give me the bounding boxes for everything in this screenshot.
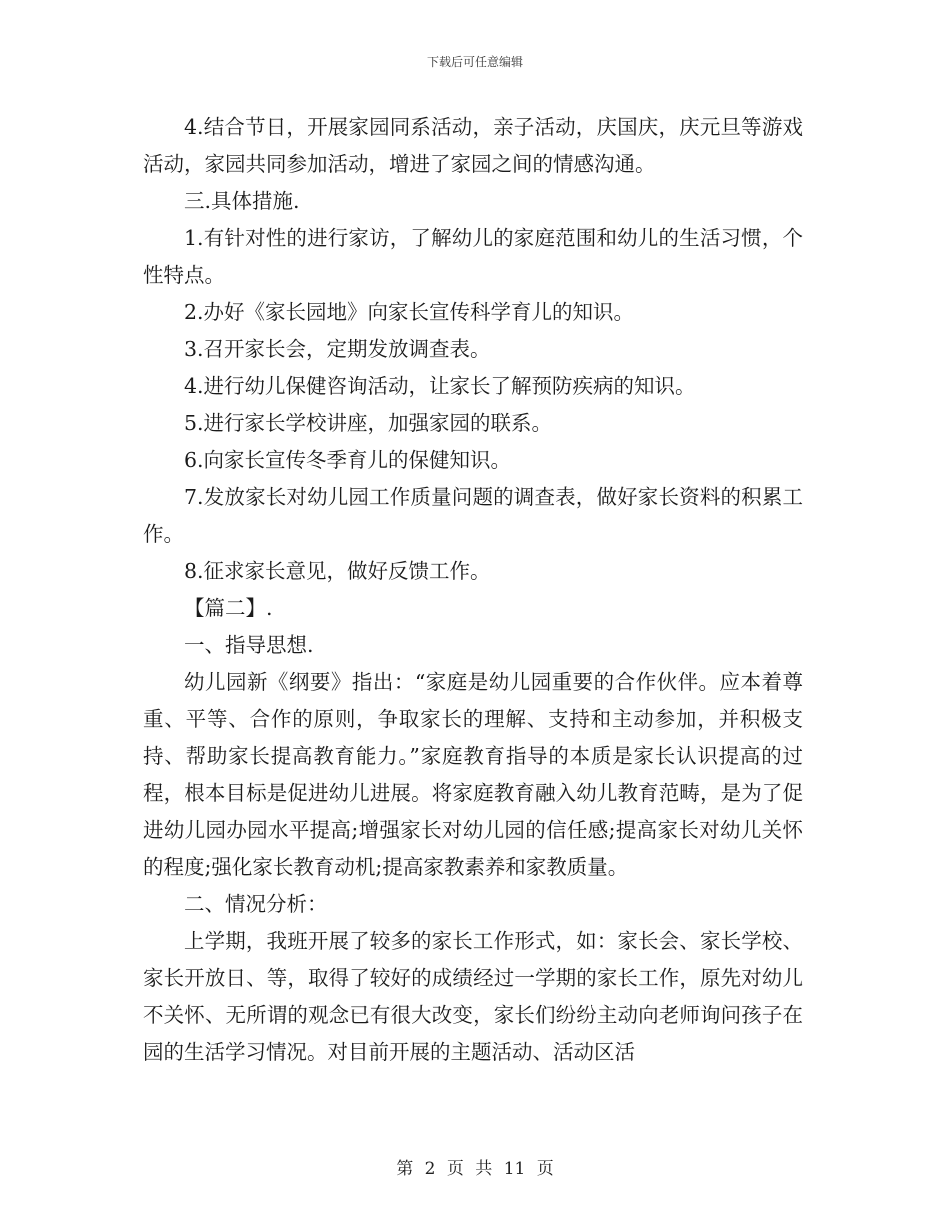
document-body bbox=[143, 109, 803, 1071]
paragraph-measure-5: 5.进行家长学校讲座，加强家园的联系。 bbox=[184, 411, 553, 435]
section-heading-3: 三.具体措施. bbox=[184, 189, 300, 213]
part-two-heading: 【篇二】. bbox=[184, 596, 273, 620]
paragraph-measure-2: 2.办好《家长园地》向家长宣传科学育儿的知识。 bbox=[184, 300, 635, 324]
paragraph-guiding-thought: 幼儿园新《纲要》指出：“家庭是幼儿园重要的合作伙伴。应本着尊重、平等、合作的原则，争取家长的理解、支持和主动参加，并积极支持、帮助家长提高教育能力。”家庭教育指导的本质是家长认识提高的过程，根本目标是促进幼儿进展。将家庭教育融入幼儿教育范畴，是为了促进幼儿园办园水平提高;增强家长对幼儿园的信任感;提高家长对幼儿关怀的程度;强化家长教育动机;提高家教素养和家教质量。 bbox=[143, 670, 803, 879]
section-heading-guiding-thought: 一、指导思想. bbox=[184, 633, 314, 657]
page-header: 下载后可任意编辑 bbox=[426, 55, 523, 69]
paragraph-situation: 上学期，我班开展了较多的家长工作形式，如：家长会、家长学校、家长开放日、等，取得了较好的成绩经过一学期的家长工作，原先对幼儿不关怀、无所谓的观念已有很大改变，家长们纷纷主动向老师询问孩子在园的生活学习情况。对目前开展的主题活动、活动区活 bbox=[143, 929, 803, 1064]
page-footer: 第 2 页 共 11 页 bbox=[396, 1159, 554, 1179]
paragraph-measure-6: 6.向家长宣传冬季育儿的保健知识。 bbox=[184, 448, 512, 472]
paragraph-1: 4.结合节日，开展家园同系活动，亲子活动，庆国庆，庆元旦等游戏活动，家园共同参加活动，增进了家园之间的情感沟通。 bbox=[143, 115, 803, 176]
paragraph-measure-1: 1.有针对性的进行家访，了解幼儿的家庭范围和幼儿的生活习惯，个性特点。 bbox=[143, 226, 803, 287]
paragraph-measure-4: 4.进行幼儿保健咨询活动，让家长了解预防疾病的知识。 bbox=[184, 374, 696, 398]
paragraph-measure-8: 8.征求家长意见，做好反馈工作。 bbox=[184, 559, 491, 583]
section-heading-situation: 二、情况分析： bbox=[184, 892, 328, 916]
paragraph-measure-3: 3.召开家长会，定期发放调查表。 bbox=[184, 337, 491, 361]
paragraph-measure-7: 7.发放家长对幼儿园工作质量问题的调查表，做好家长资料的积累工作。 bbox=[143, 485, 803, 546]
